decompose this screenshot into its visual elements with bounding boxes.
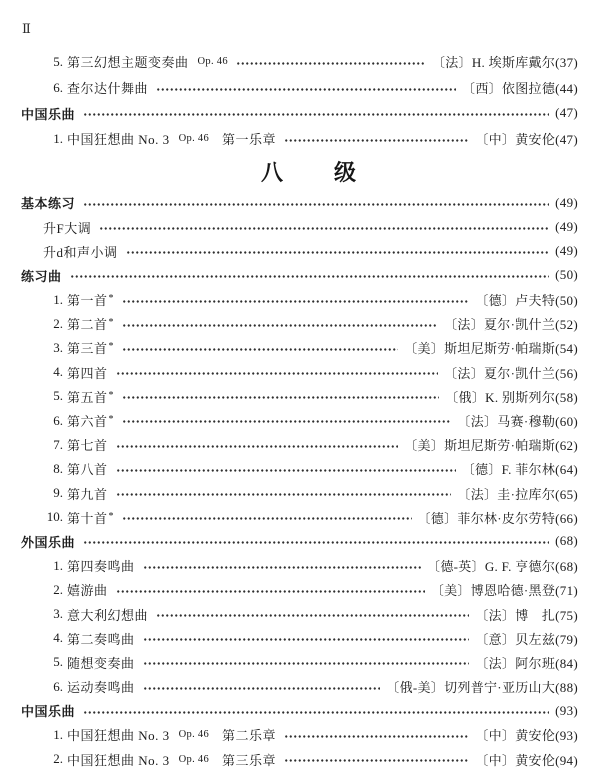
dot-leader (99, 215, 549, 239)
dot-leader (122, 505, 412, 529)
entry-number: 10. (46, 509, 63, 525)
toc-entry-row (21, 675, 578, 699)
dot-leader (156, 75, 456, 101)
entry-author-page: 〔德〕F. 菲尔林(64) (461, 462, 578, 478)
opus-label: Op. 46 (178, 729, 210, 741)
entry-title: 第五首 (67, 389, 108, 405)
dot-leader (116, 457, 456, 481)
dot-leader (122, 384, 440, 408)
entry-author-page: 〔法〕阿尔班(84) (475, 655, 578, 671)
dot-leader (116, 433, 399, 457)
entry-number: 6. (53, 79, 63, 95)
section-title: 中国乐曲 (21, 106, 76, 122)
section-page: (47) (555, 105, 578, 121)
entry-number: 1. (53, 726, 63, 742)
entry-number: 6. (53, 412, 63, 428)
movement-label: 第三乐章 (222, 752, 277, 768)
opus-label: Op. 46 (178, 753, 210, 765)
star-marker: * (108, 414, 114, 426)
dot-leader (83, 191, 549, 215)
entry-title: 第七首 (67, 438, 108, 454)
toc-entry-row (21, 126, 578, 152)
dot-leader (143, 650, 470, 674)
sub-item-page: (49) (555, 219, 578, 235)
dot-leader (116, 481, 452, 505)
entry-title: 随想变奏曲 (67, 655, 135, 671)
dot-leader (236, 49, 426, 75)
entry-title: 第一首 (67, 293, 108, 309)
toc-entry-row (21, 384, 578, 408)
toc-entry-row (21, 602, 578, 626)
section-title: 练习曲 (21, 268, 62, 284)
entry-title: 中国狂想曲 No. 3 (67, 752, 170, 768)
dot-leader (143, 675, 381, 699)
entry-author-page: 〔法〕夏尔·凯什兰(56) (444, 365, 578, 381)
toc-entry-row (21, 554, 578, 578)
entry-title: 第四首 (67, 365, 108, 381)
toc-entry-row (21, 312, 578, 336)
entry-author-page: 〔德〕菲尔林·皮尔劳特(66) (417, 510, 578, 526)
entry-author-page: 〔中〕黄安伦(47) (475, 132, 578, 148)
entry-number: 2. (53, 751, 63, 767)
movement-label: 第二乐章 (222, 728, 277, 744)
opus-label: Op. 46 (178, 133, 210, 145)
star-marker: * (108, 389, 114, 401)
section-page: (50) (555, 267, 578, 283)
entry-number: 4. (53, 364, 63, 380)
dot-leader (116, 360, 439, 384)
dot-leader (122, 336, 399, 360)
grade-heading-char-right: 级 (334, 159, 357, 185)
entry-number: 5. (53, 654, 63, 670)
entry-author-page: 〔西〕依图拉德(44) (462, 81, 578, 97)
section-title: 外国乐曲 (21, 534, 76, 550)
entry-title: 第十首 (67, 510, 108, 526)
entry-number: 7. (53, 436, 63, 452)
grade-heading-char-left: 八 (260, 159, 283, 185)
entry-number: 2. (53, 315, 63, 331)
toc-entry-row (21, 747, 578, 771)
entry-author-page: 〔法〕H. 埃斯库戴尔(37) (431, 55, 578, 71)
entry-author-page: 〔法〕圭·拉库尔(65) (457, 486, 578, 502)
toc-entry-row (21, 408, 578, 432)
entry-author-page: 〔美〕博恩哈德·黑登(71) (430, 583, 578, 599)
toc-top-section (21, 49, 578, 152)
dot-leader (284, 723, 469, 747)
entry-title: 嬉游曲 (67, 583, 108, 599)
toc-entry-row (21, 457, 578, 481)
entry-title: 意大利幻想曲 (67, 607, 149, 623)
entry-author-page: 〔意〕贝左兹(79) (475, 631, 578, 647)
toc-entry-row (21, 75, 578, 101)
dot-leader (122, 312, 439, 336)
entry-title: 第九首 (67, 486, 108, 502)
entry-title: 第六首 (67, 414, 108, 430)
entry-title: 第二奏鸣曲 (67, 631, 135, 647)
entry-number: 4. (53, 630, 63, 646)
star-marker: * (108, 293, 114, 305)
entry-author-page: 〔中〕黄安伦(94) (475, 752, 578, 768)
entry-title: 第二首 (67, 317, 108, 333)
dot-leader (122, 288, 470, 312)
entry-author-page: 〔法〕夏尔·凯什兰(52) (444, 317, 578, 333)
entry-title: 查尔达什舞曲 (67, 81, 149, 97)
grade-heading (30, 152, 587, 191)
opus-label: Op. 46 (197, 56, 228, 68)
toc-section-row (21, 191, 578, 215)
toc-entry-row (21, 288, 578, 312)
dot-leader (70, 263, 550, 287)
entry-author-page: 〔法〕博 扎(75) (475, 607, 578, 623)
entry-author-page: 〔中〕黄安伦(93) (475, 728, 578, 744)
toc-sub-row (21, 215, 578, 239)
entry-title: 第四奏鸣曲 (67, 559, 135, 575)
movement-label: 第一乐章 (222, 132, 277, 148)
star-marker: * (108, 317, 114, 329)
toc-entry-row (21, 481, 578, 505)
entry-title: 中国狂想曲 No. 3 (67, 728, 170, 744)
star-marker: * (108, 510, 114, 522)
section-title: 基本练习 (21, 196, 76, 212)
toc-entry-row (21, 505, 578, 529)
entry-number: 8. (53, 460, 63, 476)
dot-leader (143, 626, 470, 650)
dot-leader (143, 554, 422, 578)
toc-section-row (21, 100, 578, 126)
toc-section-row (21, 263, 578, 287)
entry-number: 1. (53, 291, 63, 307)
section-title: 中国乐曲 (21, 704, 76, 720)
section-page: (93) (555, 702, 578, 718)
dot-leader (156, 602, 469, 626)
toc-main-section (21, 191, 578, 772)
entry-author-page: 〔德〕卢夫特(50) (475, 293, 578, 309)
dot-leader (83, 529, 549, 553)
dot-leader (284, 126, 469, 152)
entry-number: 3. (53, 606, 63, 622)
star-marker: * (108, 341, 114, 353)
entry-title: 中国狂想曲 No. 3 (67, 132, 170, 148)
entry-author-page: 〔德-英〕G. F. 亨德尔(68) (427, 559, 578, 575)
entry-number: 1. (53, 130, 63, 146)
entry-author-page: 〔法〕马赛·穆勒(60) (457, 414, 578, 430)
sub-item-page: (49) (555, 243, 578, 259)
dot-leader (116, 578, 425, 602)
entry-number: 2. (53, 581, 63, 597)
toc-entry-row (21, 360, 578, 384)
toc-entry-row (21, 626, 578, 650)
toc-entry-row (21, 49, 578, 75)
toc-entry-row (21, 650, 578, 674)
entry-author-page: 〔俄-美〕切列普宁·亚历山大(88) (386, 680, 578, 696)
entry-title: 第三幻想主题变奏曲 (67, 55, 189, 71)
toc-section-row (21, 699, 578, 723)
toc-entry-row (21, 433, 578, 457)
page-folio: Ⅱ (22, 21, 31, 36)
toc-entry-row (21, 723, 578, 747)
toc-entry-row (21, 578, 578, 602)
entry-title: 第三首 (67, 341, 108, 357)
section-page: (49) (555, 194, 578, 210)
entry-number: 1. (53, 557, 63, 573)
toc-entry-row (21, 336, 578, 360)
toc-sub-row (21, 239, 578, 263)
entry-number: 9. (53, 485, 63, 501)
entry-author-page: 〔美〕斯坦尼斯劳·帕瑞斯(54) (404, 341, 578, 357)
entry-number: 6. (53, 678, 63, 694)
entry-title: 运动奏鸣曲 (67, 680, 135, 696)
entry-author-page: 〔俄〕K. 别斯列尔(58) (445, 389, 578, 405)
dot-leader (83, 699, 549, 723)
sub-item-title: 升F大调 (43, 220, 92, 236)
entry-number: 3. (53, 339, 63, 355)
dot-leader (284, 747, 469, 771)
entry-author-page: 〔美〕斯坦尼斯劳·帕瑞斯(62) (404, 438, 578, 454)
dot-leader (122, 408, 452, 432)
sub-item-title: 升d和声小调 (43, 244, 118, 260)
dot-leader (126, 239, 550, 263)
entry-title: 第八首 (67, 462, 108, 478)
toc-section-row (21, 529, 578, 553)
section-page: (68) (555, 533, 578, 549)
dot-leader (83, 100, 549, 126)
entry-number: 5. (53, 388, 63, 404)
entry-number: 5. (53, 53, 63, 69)
